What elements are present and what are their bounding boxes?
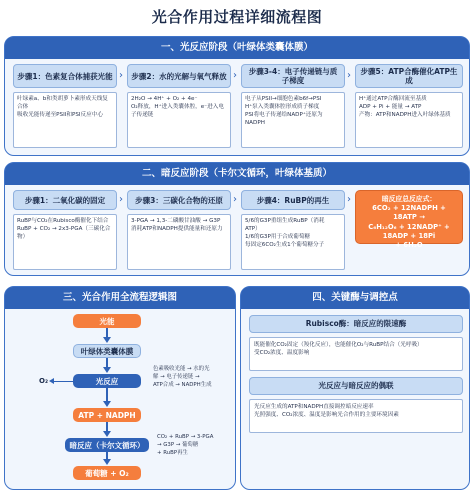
arrow-right-icon: › [119,194,123,205]
enzyme-heading: 四、关键酶与调控点 [241,287,469,309]
light-step-5: 步骤5：ATP合酶催化ATP生成 [355,64,463,88]
arrow-right-icon: › [347,70,351,81]
arrow-down-icon [103,337,111,343]
light-step-2: 步骤2：水的光解与氧气释放 [127,64,231,88]
light-step-3-4-note: 电子从PSII→细胞色素b6f→PSI H⁺泵入类囊体腔形成质子梯度 PSI将电子传递给NADP⁺还原为NADPH [241,92,345,148]
arrow-right-icon: › [233,70,237,81]
enzyme-section [240,286,470,490]
flow-heading: 三、光合作用全流程逻辑图 [5,287,235,309]
o2-label: O₂ [39,377,49,385]
dark-reaction-section [4,162,470,276]
light-step-1-note: 叶绿素a、b和类胡萝卜素形成天线复 合体 吸收光能传递至PSII和PSI反应中心 [13,92,117,148]
flow-section [4,286,236,490]
flow-node-dark-reaction: 暗反应（卡尔文循环） [65,438,149,452]
light-reaction-heading: 一、光反应阶段（叶绿体类囊体膜） [5,37,469,59]
arrow-right-icon: › [233,194,237,205]
dark-summary-equation: 暗反应总反应式： 6CO₂ + 12NADPH + 18ATP → C₆H₁₂O₆ + 12NADP⁺ + 18ADP + 18Pi + 6H₂O [355,190,463,244]
coupling-title: 光反应与暗反应的偶联 [249,377,463,395]
light-step-5-note: H⁺通过ATP合酶回流至基质 ADP + Pi + 能量 → ATP 产物：ATP和NADPH进入叶绿体基质 [355,92,463,148]
arrow-down-icon [103,367,111,373]
light-step-1: 步骤1：色素复合体捕获光能 [13,64,117,88]
arrow-left-icon [49,378,54,384]
arrow-down-icon [103,431,111,437]
flow-node-thylakoid: 叶绿体类囊体膜 [73,344,141,358]
light-step-2-note: 2H₂O → 4H⁺ + O₂ + 4e⁻ O₂释放，H⁺进入类囊体腔，e⁻进入电 子传递链 [127,92,231,148]
flow-node-atp-nadph: ATP + NADPH [73,408,141,422]
flow-node-light-reaction: 光反应 [73,374,141,388]
page-title: 光合作用过程详细流程图 [151,8,323,26]
flow-node-glucose-o2: 葡萄糖 + O₂ [73,466,141,480]
dark-reaction-side-note: CO₂ + RuBP → 3-PGA → G3P → 葡萄糖 + RuBP再生 [157,434,214,456]
rubisco-note: 既能催化CO₂固定（羧化反应），也能催化O₂与RuBP结合（光呼吸） 受CO₂浓度、温度影响 [249,337,463,371]
light-reaction-side-note: 色素吸收光能 → 水的光 解 → 电子传递链 → ATP合成 → NADPH生成 [153,366,212,388]
coupling-note: 光反应生成的ATP和NADPH直接调控暗反应速率 光照强度、CO₂浓度、温度是影响光合作用的主要环境因素 [249,399,463,433]
dark-step-3-note: 3-PGA → 1,3-二磷酸甘油酸 → G3P 消耗ATP和NADPH提供能量和还原力 [127,214,231,270]
light-reaction-section [4,36,470,156]
o2-connector [53,381,73,382]
arrow-down-icon [103,459,111,465]
dark-step-1-note: RuBP与CO₂在Rubisco酶催化下结合 RuBP + CO₂ → 2x3-PGA（三碳化合 物） [13,214,117,270]
arrow-right-icon: › [347,194,351,205]
light-step-3-4: 步骤3-4：电子传递链与质子梯度 [241,64,345,88]
arrow-down-icon [103,401,111,407]
dark-step-3: 步骤3：三碳化合物的还原 [127,190,231,210]
dark-step-4: 步骤4：RuBP的再生 [241,190,345,210]
dark-reaction-heading: 二、暗反应阶段（卡尔文循环，叶绿体基质） [5,163,469,185]
dark-step-1: 步骤1：二氧化碳的固定 [13,190,117,210]
arrow-right-icon: › [119,70,123,81]
dark-step-4-note: 5/6的G3P重组生成RuBP（消耗 ATP） 1/6的G3P用于合成葡萄糖 每固定6CO₂生成1个葡萄糖分子 [241,214,345,270]
rubisco-title: Rubisco酶：暗反应的限速酶 [249,315,463,333]
flow-node-light-energy: 光能 [73,314,141,328]
